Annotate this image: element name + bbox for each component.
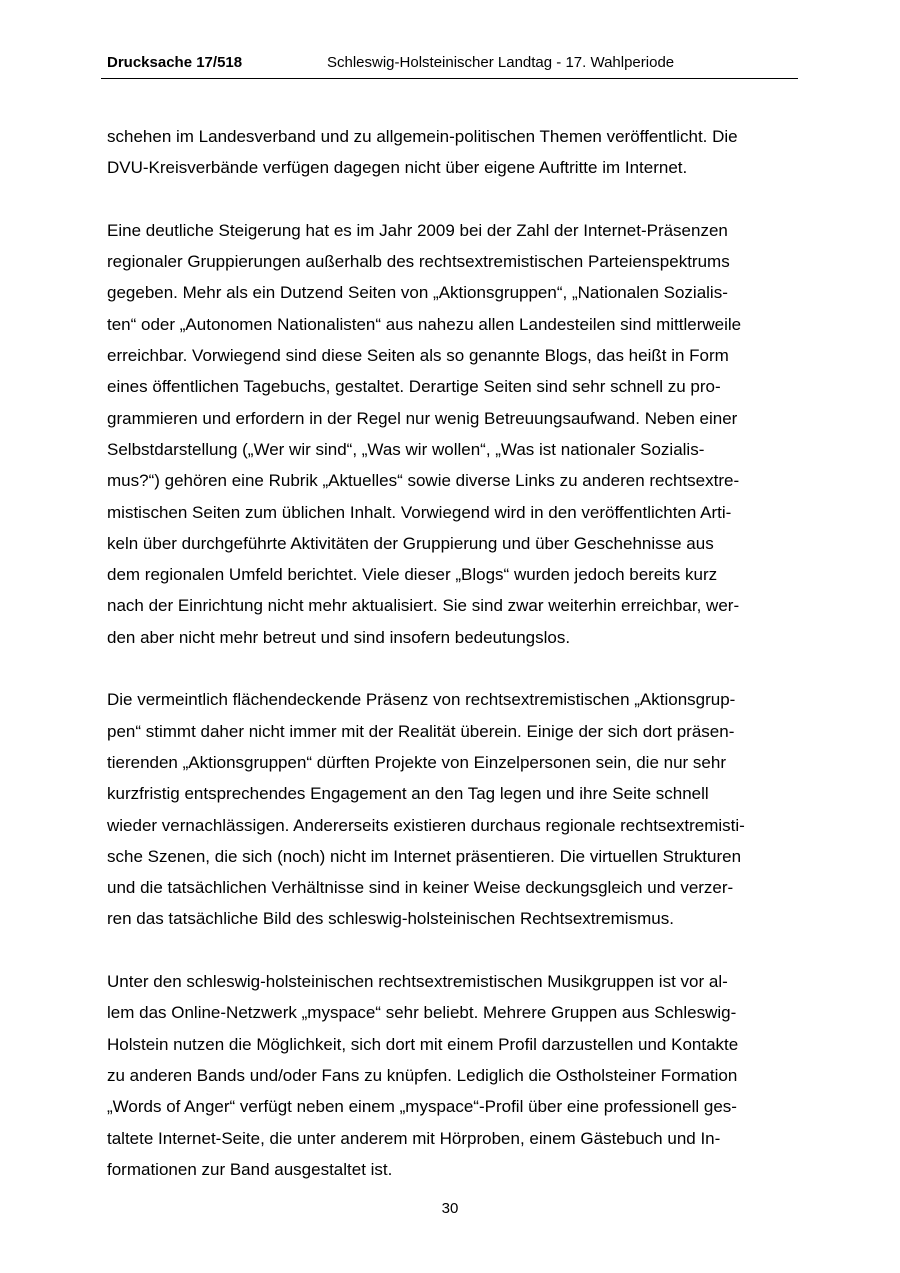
text-line: wieder vernachlässigen. Andererseits existieren durchaus regionale rechtsextremisti- bbox=[107, 815, 745, 835]
text-line: „Words of Anger“ verfügt neben einem „myspace“-Profil über eine professionell ges- bbox=[107, 1097, 737, 1117]
paragraph bbox=[107, 215, 797, 653]
text-line: pen“ stimmt daher nicht immer mit der Realität überein. Einige der sich dort präsen- bbox=[107, 721, 735, 741]
body-text bbox=[107, 121, 797, 1185]
text-line: sche Szenen, die sich (noch) nicht im Internet präsentieren. Die virtuellen Strukturen bbox=[107, 846, 742, 866]
text-line: erreichbar. Vorwiegend sind diese Seiten als so genannte Blogs, das heißt in Form bbox=[107, 346, 729, 366]
text-line: Unter den schleswig-holsteinischen rechtsextremistischen Musikgruppen ist vor al- bbox=[107, 972, 728, 992]
text-line: mus?“) gehören eine Rubrik „Aktuelles“ sowie diverse Links zu anderen rechtsextre- bbox=[107, 471, 740, 491]
text-line: grammieren und erfordern in der Regel nur wenig Betreuungsaufwand. Neben einer bbox=[107, 408, 738, 428]
text-line: mistischen Seiten zum üblichen Inhalt. Vorwiegend wird in den veröffentlichten Arti- bbox=[107, 502, 732, 522]
text-line: regionaler Gruppierungen außerhalb des rechtsextremistischen Parteienspektrums bbox=[107, 252, 730, 272]
paragraph bbox=[107, 121, 797, 184]
text-line: eines öffentlichen Tagebuchs, gestaltet. Derartige Seiten sind sehr schnell zu pro- bbox=[107, 377, 721, 397]
text-line: Selbstdarstellung („Wer wir sind“, „Was wir wollen“, „Was ist nationaler Sozialis- bbox=[107, 439, 705, 459]
text-line: dem regionalen Umfeld berichtet. Viele dieser „Blogs“ wurden jedoch bereits kurz bbox=[107, 565, 718, 585]
page-header bbox=[101, 52, 798, 79]
document-id: Drucksache 17/518 bbox=[107, 54, 243, 71]
text-line: taltete Internet-Seite, die unter anderem mit Hörproben, einem Gästebuch und In- bbox=[107, 1128, 721, 1148]
page-number: 30 bbox=[441, 1200, 459, 1217]
text-line: Holstein nutzen die Möglichkeit, sich dort mit einem Profil darzustellen und Kontakte bbox=[107, 1034, 739, 1054]
paragraph-spacer bbox=[107, 653, 797, 684]
text-line: schehen im Landesverband und zu allgemein-politischen Themen veröffentlicht. Die bbox=[107, 127, 738, 146]
text-line: und die tatsächlichen Verhältnisse sind in keiner Weise deckungsgleich und verzer- bbox=[107, 878, 734, 898]
text-line: lem das Online-Netzwerk „myspace“ sehr beliebt. Mehrere Gruppen aus Schleswig- bbox=[107, 1003, 737, 1023]
text-line: tierenden „Aktionsgruppen“ dürften Projekte von Einzelpersonen sein, die nur sehr bbox=[107, 752, 726, 772]
text-line: kurzfristig entsprechendes Engagement an den Tag legen und ihre Seite schnell bbox=[107, 784, 709, 804]
text-line: nach der Einrichtung nicht mehr aktualisiert. Sie sind zwar weiterhin erreichbar, wer- bbox=[107, 596, 740, 616]
text-line: gegeben. Mehr als ein Dutzend Seiten von „Aktionsgruppen“, „Nationalen Sozialis- bbox=[107, 283, 728, 303]
text-line: Eine deutliche Steigerung hat es im Jahr 2009 bei der Zahl der Internet-Präsenzen bbox=[107, 220, 728, 240]
document-title: Schleswig-Holsteinischer Landtag - 17. Wahlperiode bbox=[327, 54, 675, 71]
paragraph bbox=[107, 684, 797, 934]
text-line: den aber nicht mehr betreut und sind insofern bedeutungslos. bbox=[107, 627, 571, 647]
text-line: keln über durchgeführte Aktivitäten der Gruppierung und über Geschehnisse aus bbox=[107, 533, 714, 553]
text-line: Die vermeintlich flächendeckende Präsenz von rechtsextremistischen „Aktionsgrup- bbox=[107, 690, 736, 710]
text-line: zu anderen Bands und/oder Fans zu knüpfen. Lediglich die Ostholsteiner Formation bbox=[107, 1065, 738, 1085]
text-line: ren das tatsächliche Bild des schleswig-holsteinischen Rechtsextremismus. bbox=[107, 909, 674, 929]
paragraph bbox=[107, 966, 797, 1185]
text-line: ten“ oder „Autonomen Nationalisten“ aus nahezu allen Landesteilen sind mittlerweile bbox=[107, 314, 742, 334]
text-line: formationen zur Band ausgestaltet ist. bbox=[107, 1159, 393, 1179]
text-line: DVU-Kreisverbände verfügen dagegen nicht über eigene Auftritte im Internet. bbox=[107, 158, 688, 178]
paragraph-spacer bbox=[107, 935, 797, 966]
paragraph-spacer bbox=[107, 184, 797, 215]
